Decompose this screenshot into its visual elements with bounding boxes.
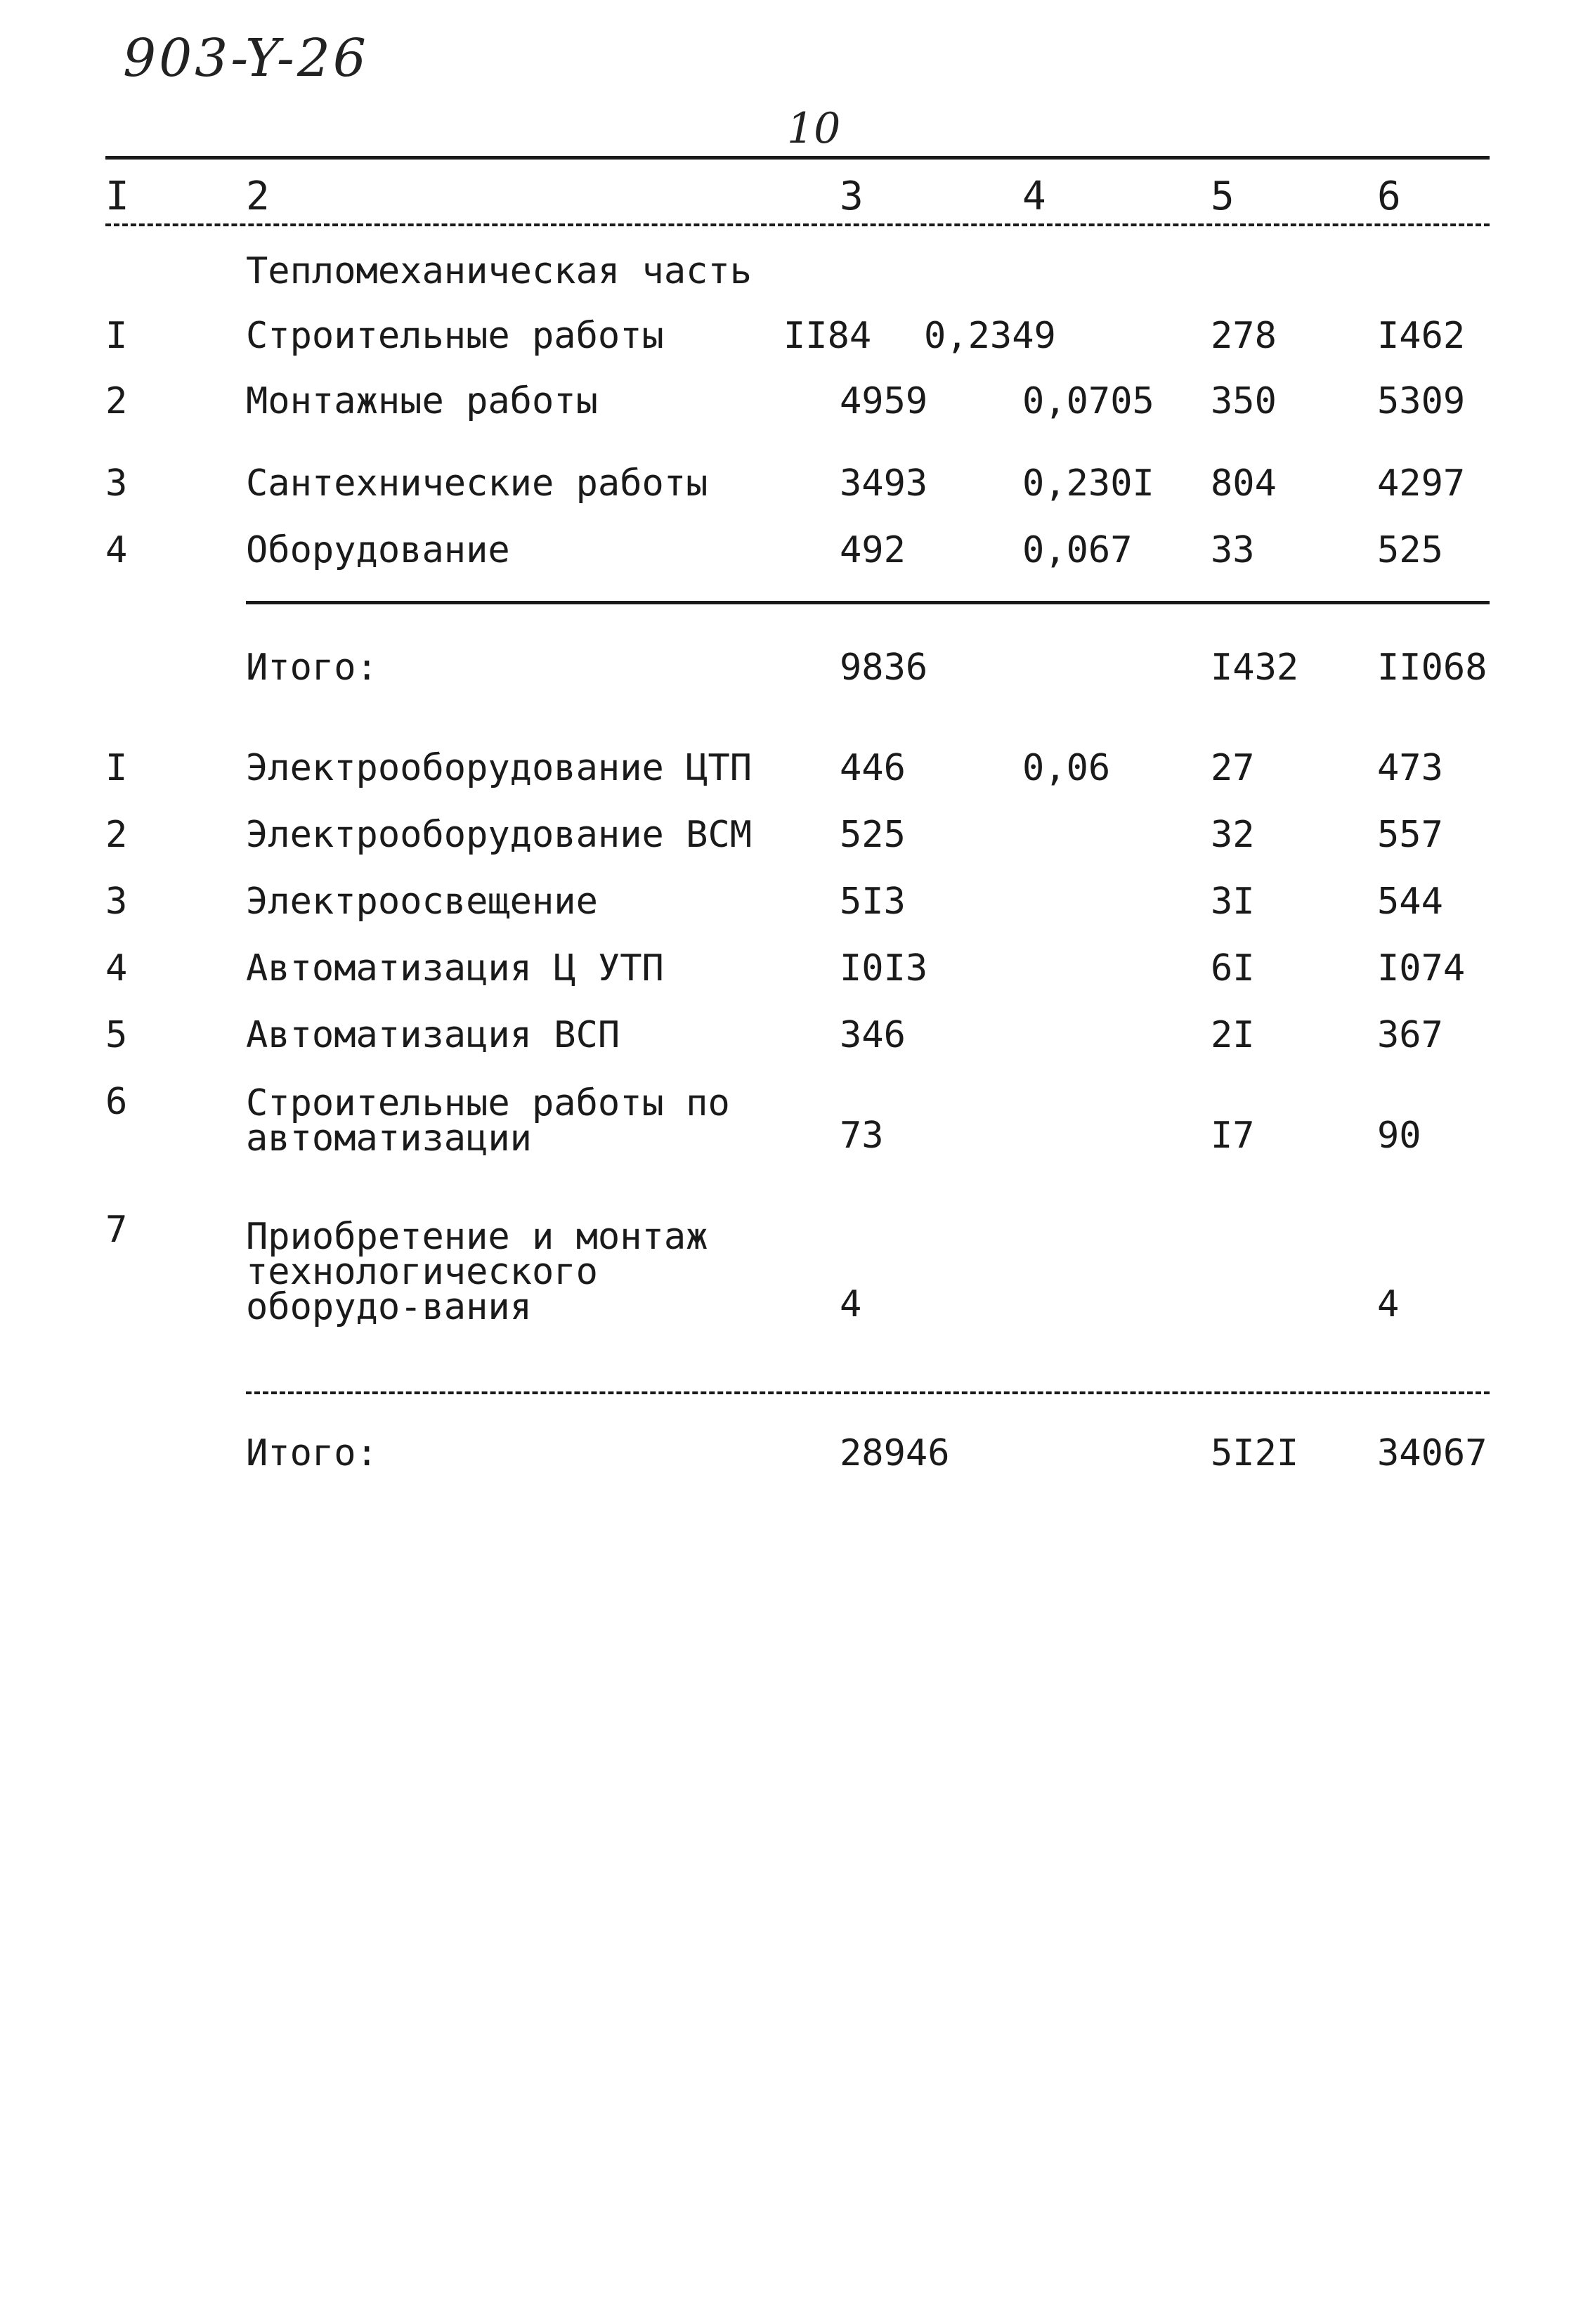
- row-col3: 346: [840, 1014, 906, 1056]
- col-header-6: 6: [1377, 174, 1401, 219]
- row-col6: 90: [1377, 1115, 1421, 1157]
- row-number: 7: [105, 1209, 128, 1251]
- row-col6: 473: [1377, 747, 1443, 789]
- row-col6: I462: [1377, 315, 1466, 357]
- page-number: 10: [787, 104, 841, 153]
- row-number: 2: [105, 380, 128, 422]
- row-col6: 4: [1377, 1283, 1400, 1325]
- row-col6: 544: [1377, 881, 1443, 923]
- row-col3: 446: [840, 747, 906, 789]
- col-header-5: 5: [1211, 174, 1235, 219]
- total-col3: 28946: [840, 1432, 950, 1474]
- row-number: I: [105, 747, 128, 789]
- row-name: Оборудование: [246, 529, 510, 571]
- row-col6: 5309: [1377, 380, 1466, 422]
- row-number: 6: [105, 1081, 128, 1123]
- row-name: Строительные работы: [246, 315, 664, 357]
- row-col5: I7: [1211, 1115, 1255, 1157]
- row-col5: 278: [1211, 315, 1277, 357]
- row-name: Монтажные работы: [246, 380, 598, 422]
- table-top-rule: [105, 156, 1490, 160]
- row-col3: II84: [783, 315, 872, 357]
- header-bottom-rule: [105, 223, 1490, 226]
- row-name: Электрооборудование ВСМ: [246, 814, 753, 856]
- row-col5: 32: [1211, 814, 1255, 856]
- row-col5: 804: [1211, 462, 1277, 505]
- subtotal-col3: 9836: [840, 647, 928, 689]
- col-header-1: I: [105, 174, 129, 219]
- row-col4: 0,230I: [1022, 462, 1154, 505]
- row-name: Сантехнические работы: [246, 462, 708, 505]
- row-number: I: [105, 315, 128, 357]
- row-col6: I074: [1377, 947, 1466, 989]
- row-col6: 525: [1377, 529, 1443, 571]
- col-header-2: 2: [246, 174, 270, 219]
- row-col4: 0,06: [1022, 747, 1111, 789]
- row-col3: 525: [840, 814, 906, 856]
- row-col5: 350: [1211, 380, 1277, 422]
- row-col5: 27: [1211, 747, 1255, 789]
- row-col6: 367: [1377, 1014, 1443, 1056]
- row-col5: 33: [1211, 529, 1255, 571]
- row-number: 4: [105, 529, 128, 571]
- row-name: Электроосвещение: [246, 881, 598, 923]
- row-col3: 4: [840, 1283, 862, 1325]
- row-col3: 492: [840, 529, 906, 571]
- col-header-3: 3: [840, 174, 864, 219]
- row-col5: 2I: [1211, 1014, 1255, 1056]
- row-col4: 0,0705: [1022, 380, 1154, 422]
- row-col6: 557: [1377, 814, 1443, 856]
- section-title: Тепломеханическая часть: [246, 250, 753, 292]
- row-name: Автоматизация ВСП: [246, 1014, 620, 1056]
- row-col3: I0I3: [840, 947, 928, 989]
- row-col5: 6I: [1211, 947, 1255, 989]
- total-rule: [246, 1391, 1490, 1394]
- row-name: Автоматизация Ц УТП: [246, 947, 664, 989]
- row-col5: 3I: [1211, 881, 1255, 923]
- row-col6: 4297: [1377, 462, 1466, 505]
- row-col3: 73: [840, 1115, 884, 1157]
- row-number: 2: [105, 814, 128, 856]
- col-header-4: 4: [1022, 174, 1046, 219]
- row-name: Приобретение и монтаж технологического оборудо-вания: [246, 1216, 708, 1328]
- subtotal-label: Итого:: [246, 647, 378, 689]
- total-col5: 5I2I: [1211, 1432, 1299, 1474]
- row-number: 3: [105, 462, 128, 505]
- subtotal-col5: I432: [1211, 647, 1299, 689]
- subtotal-col6: II068: [1377, 647, 1487, 689]
- row-col3: 5I3: [840, 881, 906, 923]
- row-col3: 4959: [840, 380, 928, 422]
- row-name: Электрооборудование ЦТП: [246, 747, 753, 789]
- row-col4: 0,067: [1022, 529, 1133, 571]
- row-number: 4: [105, 947, 128, 989]
- row-number: 3: [105, 881, 128, 923]
- row-col4: 0,2349: [924, 315, 1056, 357]
- row-col3: 3493: [840, 462, 928, 505]
- row-number: 5: [105, 1014, 128, 1056]
- total-col6: 34067: [1377, 1432, 1487, 1474]
- row-name: Строительные работы по автоматизации: [246, 1082, 730, 1160]
- total-label: Итого:: [246, 1432, 378, 1474]
- subtotal-rule: [246, 601, 1490, 604]
- document-code: 903-Y-26: [123, 28, 370, 89]
